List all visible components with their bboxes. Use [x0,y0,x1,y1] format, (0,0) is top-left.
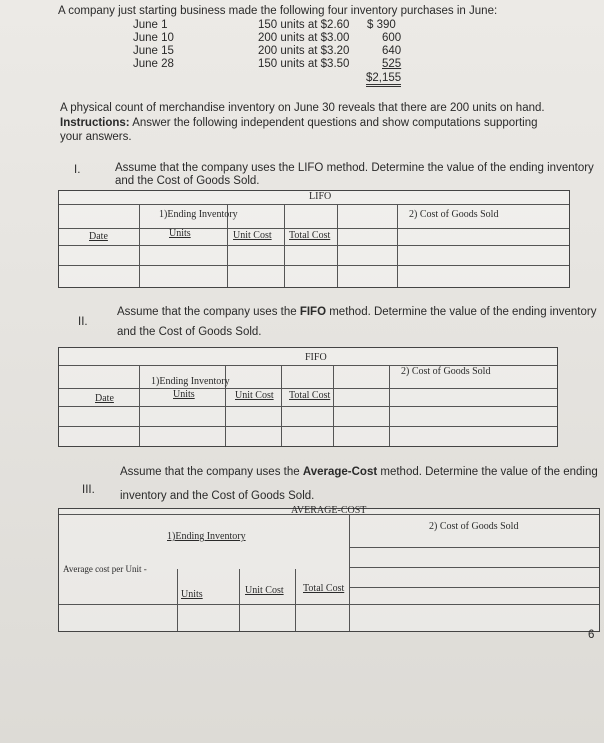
count-sentence: A physical count of merchandise inventory on June 30 reveals that there are 200 units on hand. [60,102,545,114]
question-3-text-line2: inventory and the Cost of Goods Sold. [120,490,315,502]
fifo-title: FIFO [305,352,327,363]
fifo-unit-cost-header: Unit Cost [235,390,274,401]
average-cost-unit-cost-header: Unit Cost [245,585,284,596]
purchase-date-3: June 15 [133,45,174,57]
question-3-method: Average-Cost [302,466,378,478]
purchase-total: $2,155 [366,72,401,87]
question-1-text-line1: Assume that the company uses the LIFO method. Determine the value of the ending inventory [115,162,594,174]
question-2-method: FIFO [299,306,327,318]
purchase-amount-4: 525 [382,58,402,70]
fifo-ending-inventory-label: 1)Ending Inventory [151,376,230,387]
purchase-desc-3: 200 units at $3.20 [258,45,350,57]
lifo-cogs-label: 2) Cost of Goods Sold [409,209,499,220]
fifo-table [58,347,558,447]
purchase-amount-1: $ 390 [367,19,396,31]
lifo-unit-cost-header: Unit Cost [233,230,272,241]
instructions [60,116,558,144]
question-3-number: III. [82,484,95,496]
purchase-desc-2: 200 units at $3.00 [258,32,350,44]
average-cost-per-unit-label: Average cost per Unit - [63,564,147,574]
purchase-amount-3: 640 [382,45,402,57]
lifo-date-header: Date [89,231,108,242]
question-2-text-after: method. Determine the value of the ending inventory [326,306,597,318]
question-2-text-line2: and the Cost of Goods Sold. [117,326,262,338]
purchase-date-4: June 28 [133,58,174,70]
average-cost-total-cost-header: Total Cost [303,583,345,594]
average-cost-cogs-label: 2) Cost of Goods Sold [429,521,519,532]
question-2-text-line1 [117,305,596,319]
lifo-title: LIFO [309,191,332,202]
fifo-units-header: Units [173,389,195,400]
lifo-units-header: Units [169,228,191,239]
fifo-total-cost-header: Total Cost [289,390,331,401]
fifo-cogs-label: 2) Cost of Goods Sold [401,366,491,377]
fifo-date-header: Date [95,393,114,404]
purchase-date-1: June 1 [133,19,168,31]
lifo-total-cost-header: Total Cost [289,230,331,241]
purchase-amount-2: 600 [382,32,402,44]
average-cost-ending-inventory-label: 1)Ending Inventory [167,531,246,542]
page-number: 6 [588,629,595,641]
intro-text: A company just starting business made the following four inventory purchases in June: [58,5,498,17]
purchase-desc-4: 150 units at $3.50 [258,58,350,70]
question-1-text-line2: and the Cost of Goods Sold. [115,175,260,187]
average-cost-units-header: Units [181,589,203,600]
purchase-desc-1: 150 units at $2.60 [258,19,350,31]
instructions-text: Answer the following independent questions and show computations supporting your answers. [60,117,538,143]
question-3-text-before: Assume that the company uses the [120,466,303,478]
question-2-text-before: Assume that the company uses the [117,306,300,318]
instructions-label: Instructions: [60,117,130,129]
question-3-text-after: method. Determine the value of the ending [377,466,598,478]
average-cost-table [58,505,600,632]
question-3-text-line1 [120,465,598,479]
question-1-number: I. [74,164,81,176]
lifo-ending-inventory-label: 1)Ending Inventory [159,209,238,220]
lifo-table [58,190,570,288]
purchase-date-2: June 10 [133,32,174,44]
question-2-number: II. [78,316,88,328]
average-cost-title: AVERAGE-COST [291,505,367,516]
